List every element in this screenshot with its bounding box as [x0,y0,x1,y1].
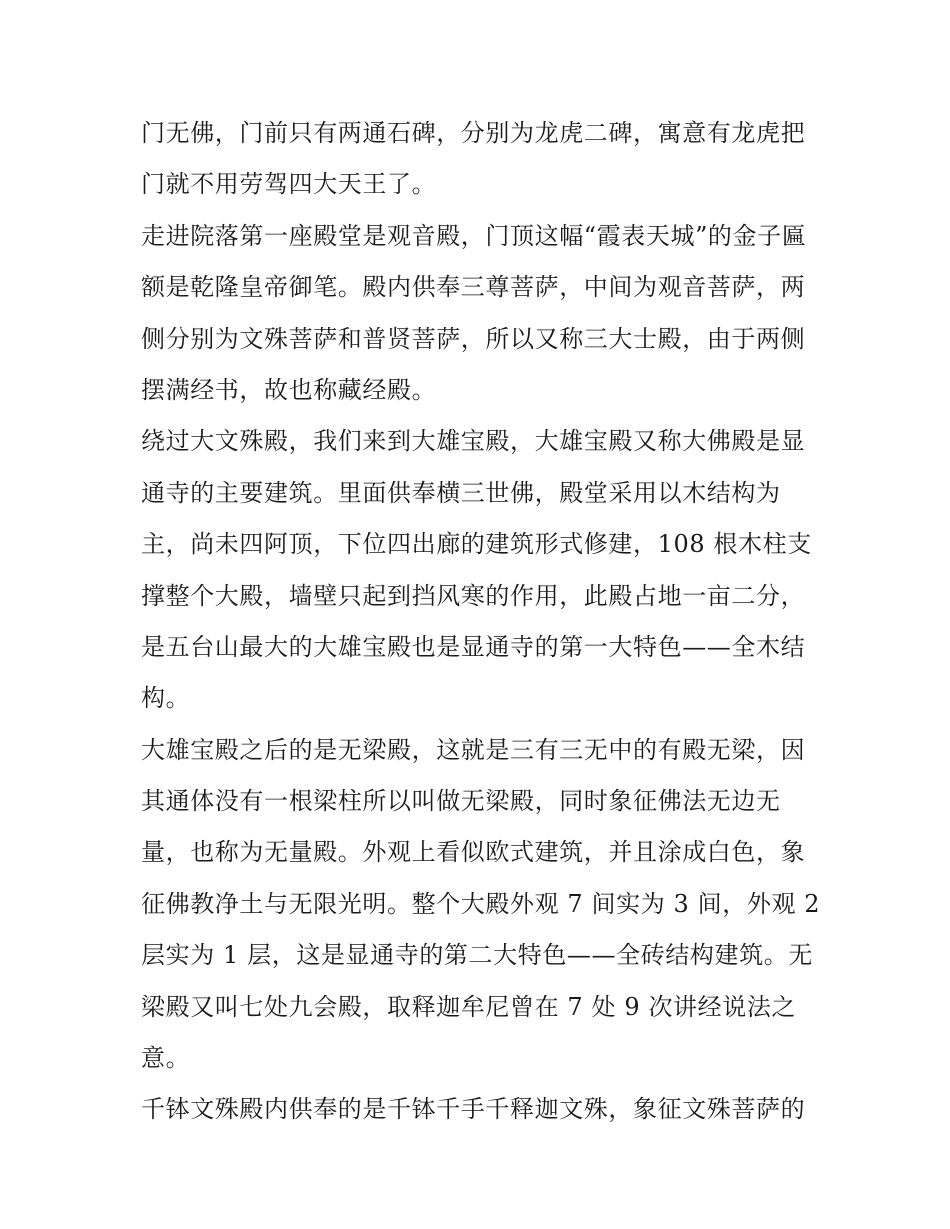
text-line-19: 意。 [141,1044,191,1073]
text-line-7: 绕过大文殊殿，我们来到大雄宝殿，大雄宝殿又称大佛殿是显 [141,427,806,456]
text-line-17: 层实为 1 层，这是显通寺的第二大特色——全砖结构建筑。无 [141,941,813,970]
text-line-10: 撑整个大殿，墙壁只起到挡风寒的作用，此殿占地一亩二分， [141,581,806,610]
text-line-15: 量，也称为无量殿。外观上看似欧式建筑，并且涂成白色，象 [141,838,806,867]
text-line-20: 千钵文殊殿内供奉的是千钵千手千释迦文殊，象征文殊菩萨的 [141,1095,806,1124]
document-body [141,108,821,1136]
text-line-8: 通寺的主要建筑。里面供奉横三世佛，殿堂采用以木结构为 [141,478,781,507]
text-line-16: 征佛教净土与无限光明。整个大殿外观 7 间实为 3 间，外观 2 [141,889,821,918]
text-line-12: 构。 [141,684,191,713]
text-line-9: 主，尚未四阿顶，下位四出廊的建筑形式修建，108 根木柱支 [141,530,812,559]
text-line-14: 其通体没有一根梁柱所以叫做无梁殿，同时象征佛法无边无 [141,787,781,816]
text-line-4: 额是乾隆皇帝御笔。殿内供奉三尊菩萨，中间为观音菩萨，两 [141,273,806,302]
text-line-1: 门无佛，门前只有两通石碑，分别为龙虎二碑，寓意有龙虎把 [141,119,806,147]
text-line-13: 大雄宝殿之后的是无梁殿，这就是三有三无中的有殿无梁，因 [141,735,806,764]
text-line-3: 走进院落第一座殿堂是观音殿，门顶这幅“霞表天城”的金子匾 [141,221,807,250]
text-line-6: 摆满经书，故也称藏经殿。 [141,375,437,404]
text-line-5: 侧分别为文殊菩萨和普贤菩萨，所以又称三大士殿，由于两侧 [141,324,806,353]
text-line-11: 是五台山最大的大雄宝殿也是显通寺的第一大特色——全木结 [141,632,806,661]
text-line-2: 门就不用劳驾四大天王了。 [141,170,437,199]
text-line-18: 梁殿又叫七处九会殿，取释迦牟尼曾在 7 处 9 次讲经说法之 [141,992,797,1021]
